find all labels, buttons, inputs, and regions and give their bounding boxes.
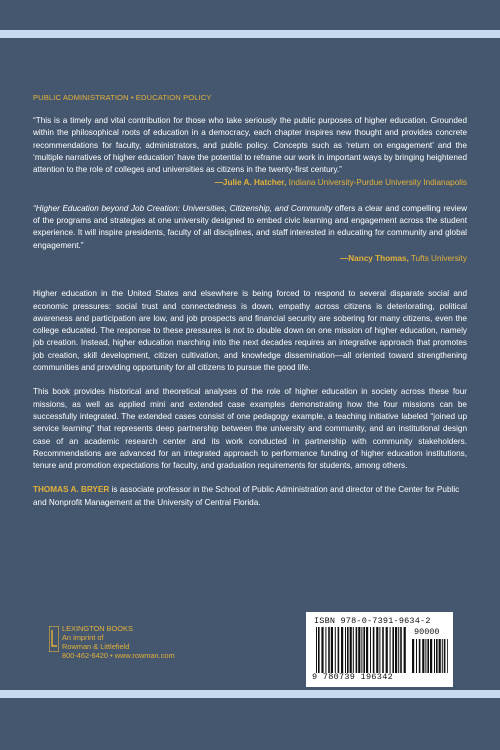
barcode-bar bbox=[318, 627, 320, 673]
barcode-bar bbox=[439, 639, 441, 673]
barcode-bar bbox=[363, 627, 365, 673]
barcode-bar bbox=[366, 627, 368, 673]
isbn-text: ISBN 978-0-7391-9634-2 bbox=[314, 616, 431, 626]
barcode-bar bbox=[434, 639, 435, 673]
endorsement-text: “This is a timely and vital contribution for those who take seriously the public purposes of higher education. Grounded within the philosophical roots of education in a democracy, each chapter inspires new thought and provides concrete recommendations for faculty, administrators, and public policy. Concepts such as ‘return on engagement’ and the ‘multiple narratives of higher education’ have the potential to reframe our work in important ways by bringing heightened attention to the role of colleges and universities as citizens in the twenty-first century.” bbox=[33, 116, 467, 175]
barcode-bar bbox=[331, 627, 333, 673]
endorsement-thomas bbox=[33, 203, 467, 265]
book-title-italic: “Higher Education beyond Job Creation: Universities, Citizenship, and Community bbox=[33, 203, 333, 213]
publisher-name: LEXINGTON BOOKS bbox=[62, 624, 133, 633]
barcode-icon bbox=[316, 627, 406, 673]
endorsement-body: offers a clear and compelling review of the programs and strategies at one university designed to embed civic learning and engagement across the student experience. It will inspire presidents, faculty of all disciplines, and staff interested in educating for community and global engagement.” bbox=[33, 203, 467, 250]
barcode-bar bbox=[361, 627, 362, 673]
publisher-logo-icon bbox=[49, 626, 59, 652]
barcode-bar bbox=[392, 627, 394, 673]
barcode-bar bbox=[447, 639, 448, 673]
addon-barcode-icon bbox=[412, 639, 448, 673]
endorsement-attribution bbox=[33, 177, 467, 189]
endorsement-attribution bbox=[33, 253, 467, 265]
barcode-bar bbox=[395, 627, 397, 673]
bottom-stripe bbox=[0, 690, 500, 698]
barcode-bar bbox=[436, 639, 438, 673]
endorsement-hatcher bbox=[33, 115, 467, 190]
barcode-bar bbox=[379, 627, 380, 673]
author-bio-text: is associate professor in the School of Public Administration and director of the Center for Public and Nonprofit Management at the University of Central Florida. bbox=[33, 485, 460, 507]
barcode-digits: 9 780739 196342 bbox=[312, 672, 394, 682]
barcode-bar bbox=[325, 627, 326, 673]
barcode-bar bbox=[412, 639, 414, 673]
author-bio bbox=[33, 484, 467, 509]
barcode-bar bbox=[321, 627, 323, 673]
barcode-bar bbox=[335, 627, 336, 673]
barcode-bar bbox=[430, 639, 432, 673]
barcode-bar bbox=[356, 627, 358, 673]
barcode-bar bbox=[427, 639, 429, 673]
barcode-bar bbox=[422, 639, 424, 673]
publisher-info bbox=[62, 624, 175, 660]
publisher-contact: 800-462-6420 • www.rowman.com bbox=[62, 651, 175, 660]
barcode-bar bbox=[373, 627, 375, 673]
barcode-bar bbox=[442, 639, 443, 673]
barcode-bar bbox=[404, 627, 406, 673]
barcode-bar bbox=[350, 627, 352, 673]
barcode-bar bbox=[328, 627, 330, 673]
barcode-bar bbox=[370, 627, 371, 673]
barcode-bar bbox=[358, 627, 360, 673]
barcode-bar bbox=[390, 627, 391, 673]
barcode-bar bbox=[398, 627, 399, 673]
back-cover-content bbox=[33, 93, 467, 509]
description-paragraph-1: Higher education in the United States and elsewhere is being forced to respond to several disparate social and economic pressures: social trust and connectedness is down, empathy across citizens is deteriorating, political awareness and participation are low, and job prospects and financial security are sobering for many citizens, even the college educated. The response to these pressures is not to double down on one mission of higher education, namely job creation. Instead, higher education marching into the next decades requires an integrative approach that promotes job creation, skill development, citizen cultivation, and knowledge dissemination—all oriented toward strengthening communities and providing opportunity for all citizens to pursue the good life. bbox=[33, 289, 467, 373]
top-stripe bbox=[0, 30, 500, 38]
barcode-bar bbox=[444, 639, 446, 673]
barcode-bar bbox=[338, 627, 340, 673]
barcode-bar bbox=[416, 639, 417, 673]
description-paragraph-2: This book provides historical and theoretical analyses of the role of higher education in society across these four missions, as well as applied mini and extended case examples demonstrating how the four missions can be successfully integrated. The extended cases consist of one pedagogy example, a teaching initiative labeled “joined up service learning” that represents deep partnership between the university and community, and an institutional design case of an academic research center and its work conducted in partnership with community stakeholders. Recommendations are advanced for an integrated approach to performance funding of higher education institutions, tenure and promotion expectations for faculty, and graduation requirements for students, among others. bbox=[33, 387, 467, 471]
category-kicker: PUBLIC ADMINISTRATION • EDUCATION POLICY bbox=[33, 93, 212, 102]
barcode-bar bbox=[382, 627, 384, 673]
barcode-bar bbox=[345, 627, 346, 673]
barcode-bar bbox=[425, 639, 426, 673]
endorser-name: —Julie A. Hatcher, bbox=[214, 178, 287, 188]
author-name: THOMAS A. BRYER bbox=[33, 485, 110, 495]
barcode-bar bbox=[386, 627, 388, 673]
publisher-parent: Rowman & Littlefield bbox=[62, 642, 130, 651]
barcode-bar bbox=[347, 627, 349, 673]
barcode-bar bbox=[341, 627, 343, 673]
price-code-text: 90000 bbox=[414, 627, 440, 637]
barcode-bar bbox=[419, 639, 421, 673]
barcode-bar bbox=[376, 627, 378, 673]
barcode-bar bbox=[353, 627, 354, 673]
barcode-bar bbox=[400, 627, 402, 673]
barcode-bar bbox=[316, 627, 317, 673]
endorser-institution: Indiana University-Purdue University Indianapolis bbox=[288, 178, 467, 188]
endorser-institution: Tufts University bbox=[410, 253, 467, 263]
endorser-name: —Nancy Thomas, bbox=[340, 253, 409, 263]
publisher-imprint: An imprint of bbox=[62, 633, 104, 642]
endorsement-text bbox=[33, 203, 467, 252]
